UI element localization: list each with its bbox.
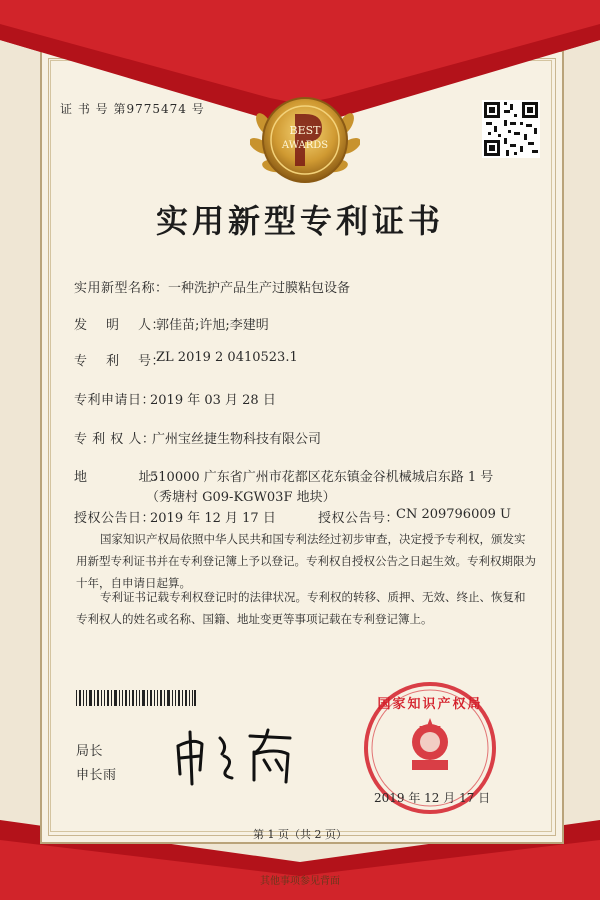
director-name: 申长雨 (76, 768, 117, 783)
seal-date: 2019 年 12 月 17 日 (374, 791, 491, 805)
field-value-name: 一种洗护产品生产过膜粘包设备 (168, 281, 351, 296)
seal-text: 国家知识产权局 (377, 697, 483, 712)
grant-number-value: CN 209796009 U (396, 507, 511, 522)
field-value-inventor: 郭佳苗;许旭;李建明 (156, 318, 269, 333)
field-label-patentee: 专 利 权 人： (74, 432, 156, 447)
qr-code-icon (482, 100, 540, 158)
field-value-address-line2: （秀塘村 G09-KGW03F 地块） (146, 490, 336, 505)
field-label-address: 地 址： (74, 470, 166, 485)
barcode-icon (76, 690, 196, 706)
grant-date-label: 授权公告日： (74, 511, 156, 526)
field-value-filing-date: 2019 年 03 月 28 日 (150, 393, 276, 408)
field-value-address: 510000 广东省广州市花都区花东镇金谷机械城启东路 1 号 (150, 470, 494, 485)
grant-number-label: 授权公告号： (318, 511, 400, 526)
field-label-inventor: 发 明 人： (74, 318, 166, 333)
director-signature (172, 726, 302, 786)
certificate-number: 证 书 号 第9775474 号 (60, 102, 205, 116)
page-indicator: 第 1 页（共 2 页） (253, 828, 347, 841)
field-label-filing-date: 专利申请日： (74, 393, 156, 408)
legal-status-paragraph: 专利证书记载专利权登记时的法律状况。专利权的转移、质押、无效、终止、恢复和专利权人的姓名或名称、国籍、地址变更等事项记载在专利登记簿上。 (76, 590, 526, 626)
director-title: 局长 (76, 744, 104, 759)
grant-statement-paragraph: 国家知识产权局依照中华人民共和国专利法经过初步审查，决定授予专利权，颁发实用新型专利证书并在专利登记簿上予以登记。专利权自授权公告之日起生效。专利权期限为十年，自申请日起算。 (76, 532, 536, 590)
field-value-patent-number: ZL 2019 2 0410523.1 (156, 350, 298, 365)
grant-date-value: 2019 年 12 月 17 日 (150, 511, 276, 526)
field-label-patent-number: 专 利 号： (74, 354, 166, 369)
best-awards-medal-icon (250, 62, 360, 192)
certificate-title: 实用新型专利证书 (155, 202, 444, 240)
field-value-patentee: 广州宝丝捷生物科技有限公司 (152, 432, 322, 447)
field-label-name: 实用新型名称： (74, 281, 169, 296)
medal-text-awards: AWARDS (281, 140, 329, 151)
bottom-note: 其他事项参见背面 (260, 876, 340, 887)
medal-text-best: BEST (289, 124, 321, 137)
